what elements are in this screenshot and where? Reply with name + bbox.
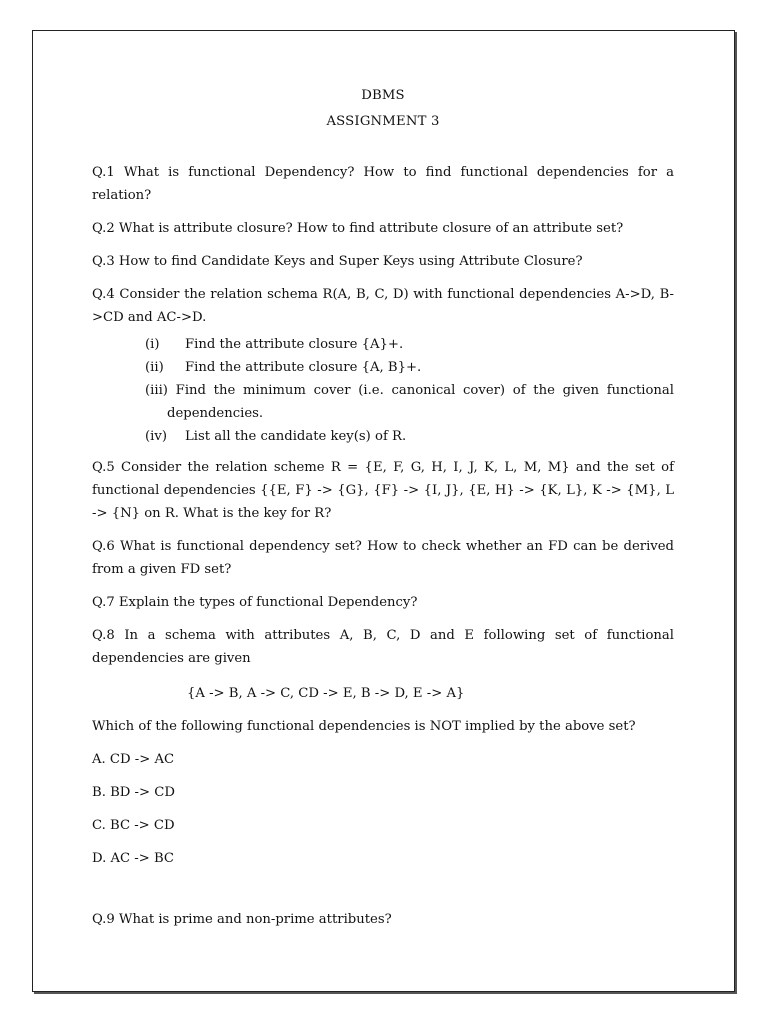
question-9: Q.9 What is prime and non-prime attributes?	[92, 912, 392, 927]
question-4-part	[145, 425, 674, 448]
question-5: Q.5 Consider the relation scheme R = {E, F, G, H, I, J, K, L, M, M} and the set of functional dependencies {{E, F} -> {G}, {F} -> {I, J}, {E, H} -> {K, L}, K -> {M}, L -> {N} on R. What is the key for R?	[92, 460, 674, 521]
part-text: Find the attribute closure {A}+.	[185, 337, 404, 352]
question-3: Q.3 How to find Candidate Keys and Super Keys using Attribute Closure?	[92, 254, 583, 269]
part-text: Find the attribute closure {A, B}+.	[185, 360, 422, 375]
spacer	[92, 880, 674, 908]
part-marker: (iv)	[145, 429, 167, 444]
question-8-option-d: D. AC -> BC	[92, 851, 175, 866]
document-body	[92, 84, 674, 941]
question-4-parts	[92, 333, 674, 448]
part-marker: (ii)	[145, 360, 164, 375]
part-text: List all the candidate key(s) of R.	[185, 429, 407, 444]
question-4: Q.4 Consider the relation schema R(A, B, C, D) with functional dependencies A->D, B->CD and AC->D.	[92, 287, 674, 325]
question-4-part	[145, 333, 674, 356]
question-8-prompt: Which of the following functional dependencies is NOT implied by the above set?	[92, 719, 636, 734]
question-8-option-b: B. BD -> CD	[92, 785, 175, 800]
question-1: Q.1 What is functional Dependency? How to find functional dependencies for a relation?	[92, 165, 674, 203]
question-4-part	[145, 379, 674, 425]
part-marker: (i)	[145, 337, 160, 352]
document-subtitle: ASSIGNMENT 3	[326, 114, 440, 129]
question-6: Q.6 What is functional dependency set? How to check whether an FD can be derived from a given FD set?	[92, 539, 674, 577]
part-marker: (iii)	[145, 383, 168, 398]
question-7: Q.7 Explain the types of functional Dependency?	[92, 595, 418, 610]
question-8-option-c: C. BC -> CD	[92, 818, 175, 833]
question-8-option-a: A. CD -> AC	[92, 752, 175, 767]
question-8: Q.8 In a schema with attributes A, B, C, D and E following set of functional dependencies are given	[92, 628, 674, 666]
document-title: DBMS	[361, 88, 405, 103]
question-2: Q.2 What is attribute closure? How to find attribute closure of an attribute set?	[92, 221, 624, 236]
question-4-part	[145, 356, 674, 379]
part-text: Find the minimum cover (i.e. canonical cover) of the given functional dependencies.	[167, 383, 674, 421]
question-8-fd-set: {A -> B, A -> C, CD -> E, B -> D, E -> A}	[187, 686, 465, 701]
